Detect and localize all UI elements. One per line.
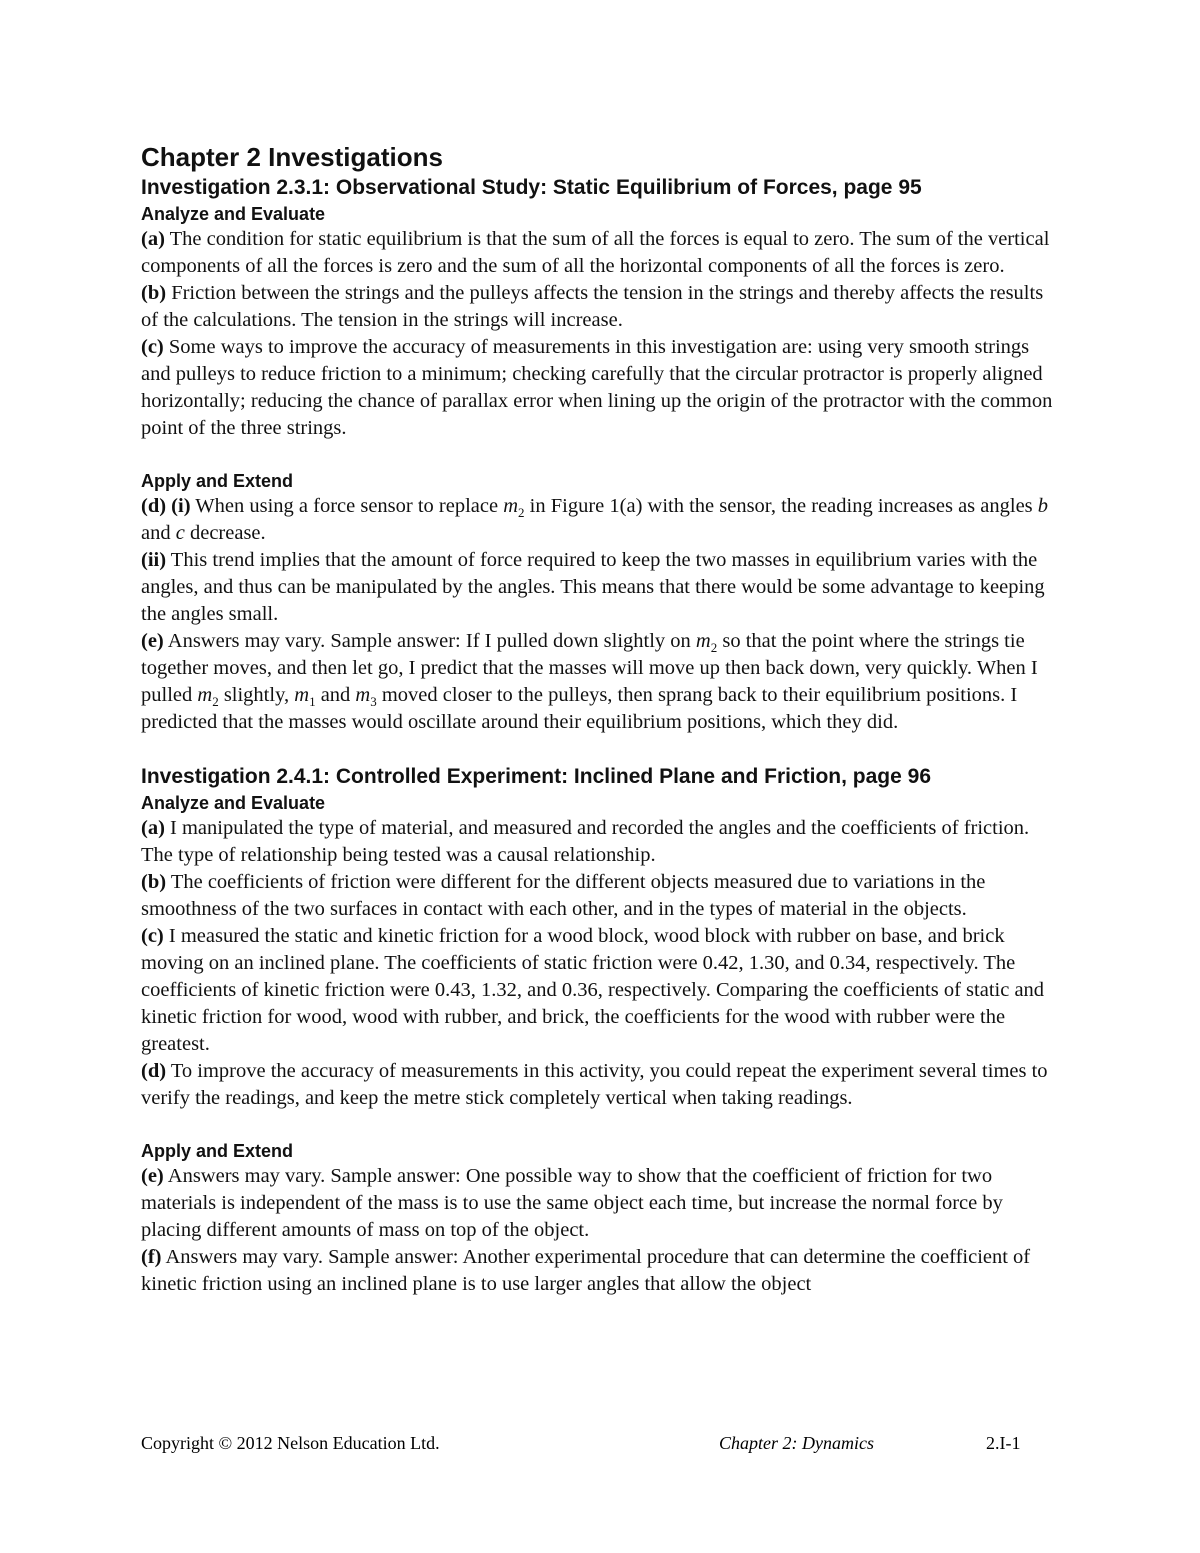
answer-text: The coefficients of friction were different for the different objects measured due to variations in the smoothness of the two surfaces in contact with each other, and in the types of material in the objects.: [141, 871, 986, 920]
spacer: [141, 1112, 1061, 1139]
answer-f-2: [141, 1244, 1061, 1298]
investigation-heading-2: Investigation 2.4.1: Controlled Experiment: Inclined Plane and Friction, page 96: [141, 765, 931, 788]
answer-c-1: [141, 334, 1061, 442]
answer-text: This trend implies that the amount of force required to keep the two masses in equilibrium varies with the angles, and thus can be manipulated by the angles. This means that there would be some advantage to keeping the angles small.: [141, 549, 1045, 625]
answer-d-ii-1: [141, 547, 1061, 628]
answer-label: (d) (i): [141, 495, 191, 517]
answer-text: slightly,: [218, 684, 295, 706]
mass-var: m: [355, 684, 371, 706]
mass-var: m: [197, 684, 213, 706]
page-title: Chapter 2 Investigations: [141, 142, 443, 172]
spacer: [141, 442, 1061, 469]
answer-a-1: [141, 226, 1061, 280]
answer-label: (b): [141, 282, 167, 304]
answer-text: Answers may vary. Sample answer: One possible way to show that the coefficient of friction for two materials is independent of the mass is to use the same object each time, but increase the normal force by placing different amounts of mass on top of the object.: [141, 1165, 1003, 1241]
page-content: [141, 140, 1061, 1298]
spacer: [141, 736, 1061, 763]
mass-subscript: 2: [518, 505, 525, 521]
answer-text: To improve the accuracy of measurements in this activity, you could repeat the experiment several times to verify the readings, and keep the metre stick completely vertical when taking readings.: [141, 1060, 1048, 1109]
answer-text: Answers may vary. Sample answer: If I pulled down slightly on: [163, 630, 696, 652]
answer-text: and: [141, 522, 176, 544]
answer-text: I measured the static and kinetic friction for a wood block, wood block with rubber on base, and brick moving on an inclined plane. The coefficients of static friction were 0.42, 1.30, and 0.34, respectively. The coefficients of kinetic friction were 0.43, 1.32, and 0.36, respectively. Comparing the coefficients of static and kinetic friction for wood, wood with rubber, and brick, the coefficients for the wood with rubber were the greatest.: [141, 925, 1045, 1055]
analyze-evaluate-heading-2: Analyze and Evaluate: [141, 793, 326, 813]
answer-label: (c): [141, 336, 164, 358]
answer-b-2: [141, 869, 1061, 923]
answer-e-1: [141, 628, 1061, 736]
answer-label: (e): [141, 1165, 164, 1187]
angle-var-b: b: [1037, 495, 1049, 517]
analyze-evaluate-heading-1: Analyze and Evaluate: [141, 204, 326, 224]
answer-label: (e): [141, 630, 164, 652]
answer-a-2: [141, 815, 1061, 869]
answer-text: Answers may vary. Sample answer: Another experimental procedure that can determine the coefficient of kinetic friction using an inclined plane is to use larger angles that allow the object: [141, 1246, 1031, 1295]
mass-subscript: 2: [212, 694, 219, 710]
answer-text: I manipulated the type of material, and measured and recorded the angles and the coefficients of friction. The type of relationship being tested was a causal relationship.: [141, 817, 1030, 866]
answer-label: (d): [141, 1060, 167, 1082]
mass-var: m: [695, 630, 711, 652]
mass-subscript: 3: [370, 694, 377, 710]
answer-text: so that the point where the strings tie together moves, and then let go, I predict that the masses will move up then back down, very quickly. When I pulled: [141, 630, 1038, 706]
answer-label: (c): [141, 925, 164, 947]
page-footer: [141, 1433, 1041, 1459]
answer-text: Friction between the strings and the pulleys affects the tension in the strings and thereby affects the results of the calculations. The tension in the strings will increase.: [141, 282, 1044, 331]
answer-text: The condition for static equilibrium is that the sum of all the forces is equal to zero. The sum of the vertical components of all the forces is zero and the sum of all the horizontal components of all the forces is zero.: [141, 228, 1050, 277]
footer-chapter: Chapter 2: Dynamics: [719, 1433, 874, 1453]
answer-text: in Figure 1(a) with the sensor, the reading increases as angles: [524, 495, 1038, 517]
investigation-heading-1: Investigation 2.3.1: Observational Study: Static Equilibrium of Forces, page 95: [141, 176, 922, 199]
apply-extend-heading-1: Apply and Extend: [141, 471, 294, 491]
answer-label: (b): [141, 871, 167, 893]
answer-b-1: [141, 280, 1061, 334]
answer-e-2: [141, 1163, 1061, 1244]
answer-text: moved closer to the pulleys, then sprang back to their equilibrium positions. I predicted that the masses would oscillate around their equilibrium positions, which they did.: [141, 684, 1018, 733]
answer-d-i-1: [141, 493, 1061, 547]
answer-d-2: [141, 1058, 1061, 1112]
apply-extend-heading-2: Apply and Extend: [141, 1141, 294, 1161]
answer-label: (a): [141, 817, 165, 839]
answer-label: (ii): [141, 549, 167, 571]
answer-c-2: [141, 923, 1061, 1058]
answer-text: and: [315, 684, 356, 706]
mass-subscript: 1: [309, 694, 316, 710]
mass-var: m: [294, 684, 310, 706]
mass-subscript: 2: [710, 640, 718, 656]
answer-label: (a): [141, 228, 165, 250]
answer-label: (f): [141, 1246, 162, 1268]
answer-text: When using a force sensor to replace: [190, 495, 504, 517]
answer-text: decrease.: [184, 522, 266, 544]
answer-text: Some ways to improve the accuracy of measurements in this investigation are: using very smooth strings and pulleys to reduce friction to a minimum; checking carefully that the circular protractor is properly aligned horizontally; reducing the chance of parallax error when lining up the origin of the protractor with the common point of the three strings.: [141, 336, 1053, 439]
mass-var: m: [503, 495, 519, 517]
footer-copyright: Copyright © 2012 Nelson Education Ltd.: [141, 1433, 440, 1453]
footer-page-number: 2.I-1: [986, 1433, 1021, 1453]
angle-var-c: c: [175, 522, 185, 544]
